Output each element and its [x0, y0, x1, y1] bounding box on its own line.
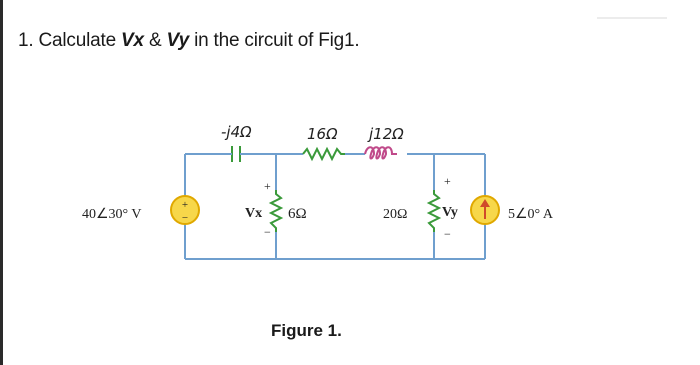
- label-r6: 6Ω: [288, 206, 307, 222]
- question-conjunction: &: [143, 30, 167, 51]
- vx-minus: −: [264, 225, 271, 239]
- question-var-vy: Vy: [166, 30, 189, 51]
- question-suffix: in the circuit of Fig1.: [189, 30, 360, 51]
- label-r20: 20Ω: [383, 207, 408, 222]
- label-voltage-source: 40∠30° V: [82, 207, 142, 222]
- label-capacitor: -j4Ω: [221, 123, 252, 141]
- voltage-source-symbol: [171, 196, 199, 224]
- figure-caption: Figure 1.: [271, 321, 342, 340]
- current-source-symbol: [471, 196, 499, 224]
- voltage-source-minus: −: [181, 212, 189, 224]
- inductor-symbol: [365, 147, 397, 158]
- circuit-wires: [185, 154, 485, 259]
- label-vy: Vy: [442, 205, 458, 220]
- label-inductor: j12Ω: [369, 125, 404, 143]
- label-current-source: 5∠0° A: [508, 207, 553, 222]
- resistor-16-symbol: [303, 149, 345, 159]
- voltage-source-plus: +: [181, 199, 189, 211]
- label-vx: Vx: [245, 206, 263, 221]
- capacitor-symbol: [228, 146, 244, 162]
- label-r16: 16Ω: [307, 125, 338, 143]
- resistor-20-symbol: [429, 190, 439, 232]
- vx-plus: +: [264, 179, 271, 193]
- vy-plus: +: [444, 174, 451, 188]
- vy-minus: −: [444, 227, 451, 241]
- resistor-6-symbol: [271, 190, 281, 232]
- question-prefix: 1. Calculate: [18, 30, 122, 51]
- question-var-vx: Vx: [121, 30, 144, 51]
